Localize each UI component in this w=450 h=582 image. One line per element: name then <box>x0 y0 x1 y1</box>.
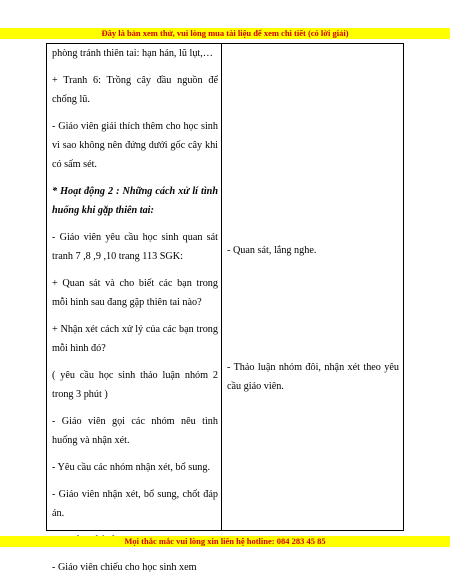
activity-heading: * Hoạt động 2 : Những cách xử lí tình huống khi gặp thiên tai: <box>52 186 218 216</box>
paragraph: - Giáo viên gọi các nhóm nêu tình huống và nhận xét. <box>52 416 218 446</box>
paragraph: + Tranh 6: Trồng cây đầu nguồn để chống lũ. <box>52 75 218 105</box>
paragraph: - Giáo viên giải thích thêm cho học sinh vì sao không nên đứng dưới gốc cây khi có sấm sét. <box>52 121 218 170</box>
paragraph: - Giáo viên nhận xét, bổ sung, chốt đáp án. <box>52 489 218 519</box>
teacher-activities-column <box>52 44 218 577</box>
paragraph: phòng tránh thiên tai: hạn hán, lũ lụt,… <box>52 48 213 59</box>
student-activity-2: - Thảo luận nhóm đôi, nhận xét theo yêu cầu giáo viên. <box>227 362 399 392</box>
paragraph: - Yêu cầu các nhóm nhận xét, bổ sung. <box>52 462 211 473</box>
paragraph: - Giáo viên chiếu cho học sinh xem <box>52 562 197 573</box>
hotline-banner <box>0 536 450 547</box>
student-activity-1: - Quan sát, lắng nghe. <box>227 245 317 256</box>
paragraph: + Nhận xét cách xử lý của các bạn trong mỗi hình đó? <box>52 324 218 354</box>
hotline-banner-text: Mọi thắc mắc vui lòng xin liên hệ hotline: 084 283 45 85 <box>124 536 326 546</box>
paragraph: - Giáo viên yêu cầu học sinh quan sát tranh 7 ,8 ,9 ,10 trang 113 SGK: <box>52 232 218 262</box>
preview-banner-text: Đây là bản xem thử, vui lòng mua tài liệu để xem chi tiết (có lời giải) <box>101 28 349 38</box>
column-divider <box>221 44 222 530</box>
preview-banner <box>0 28 450 39</box>
paragraph: ( yêu cầu học sinh thảo luận nhóm 2 trong 3 phút ) <box>52 370 218 400</box>
paragraph: + Quan sát và cho biết các bạn trong mỗi hình sau đang gặp thiên tai nào? <box>52 278 218 308</box>
